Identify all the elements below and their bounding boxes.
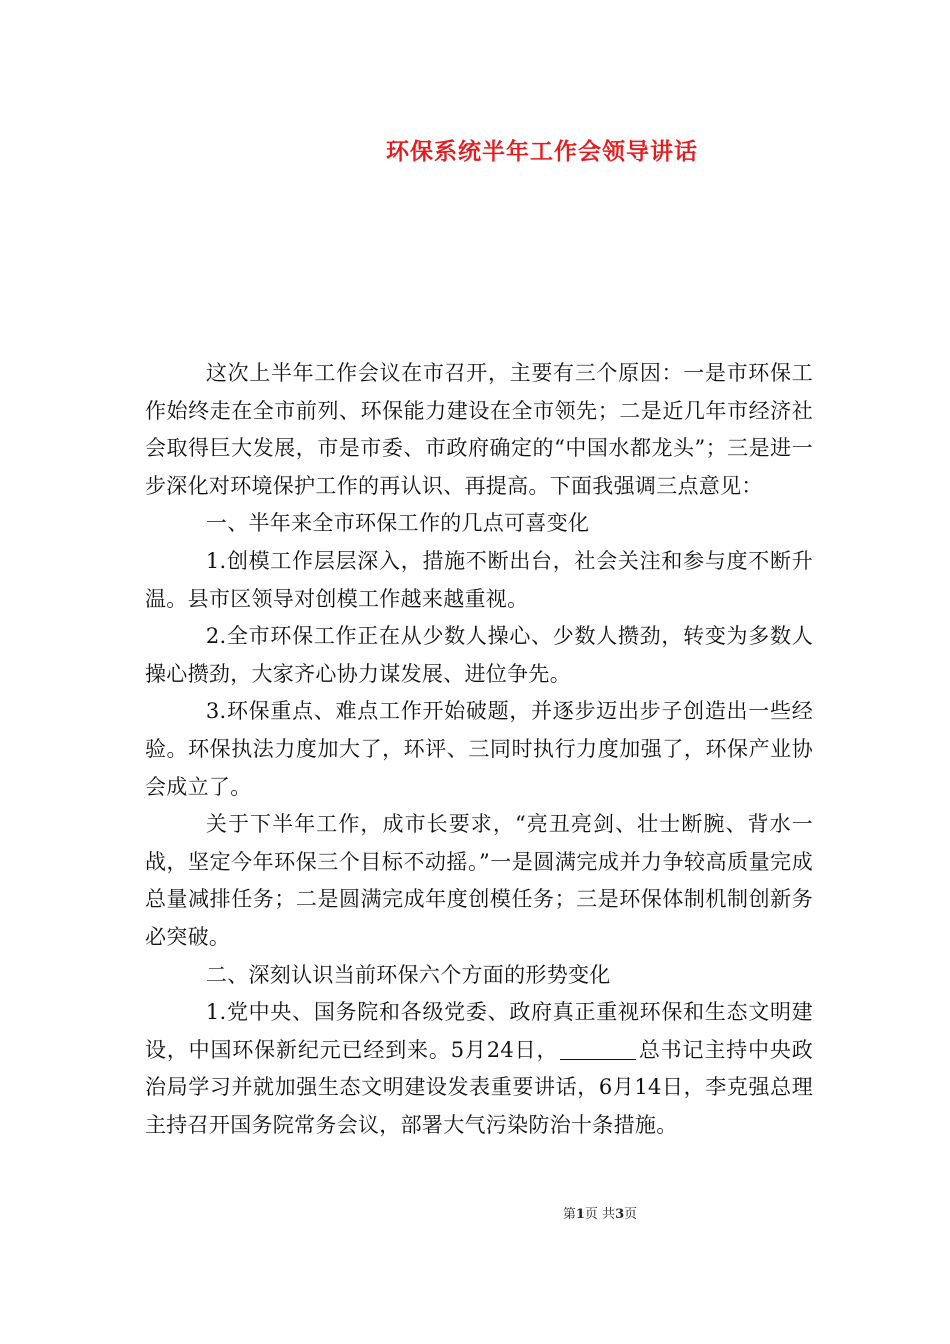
paragraph-item-1: 1.创模工作层层深入，措施不断出台，社会关注和参与度不断升温。县市区领导对创模工作越来越重视。	[145, 548, 813, 611]
paragraph-item-2: 2.全市环保工作正在从少数人操心、少数人攒劲，转变为多数人操心攒劲，大家齐心协力谋发展、进位争先。	[145, 624, 813, 686]
paragraph-item-3: 3.环保重点、难点工作开始破题，并逐步迈出步子创造出一些经验。环保执法力度加大了，环评、三同时执行力度加强了，环保产业协会成立了。	[145, 699, 813, 799]
redacted-name-blank	[560, 1038, 636, 1060]
paragraph-text-before-blank: 1.党中央、国务院和各级党委、政府真正重视环保和生态文明建设，中国环保新纪元已经到来。5月24日，	[145, 1000, 813, 1062]
footer-suffix: 页	[624, 1207, 638, 1222]
section-heading-2: 二、深刻认识当前环保六个方面的形势变化	[205, 962, 611, 987]
paragraph-section2-item-1	[145, 994, 813, 1144]
paragraph-second-half: 关于下半年工作，成市长要求，“亮丑亮剑、壮士断腕、背水一战，坚定今年环保三个目标不动摇。”一是圆满完成并力争较高质量完成总量减排任务；二是圆满完成年度创模任务；三是环保体制机制创新务必突破。	[145, 812, 813, 949]
document-body	[145, 355, 813, 1144]
section-heading-1: 一、半年来全市环保工作的几点可喜变化	[205, 511, 590, 536]
document-title: 环保系统半年工作会领导讲话	[386, 138, 698, 165]
footer-total-pages: 3	[615, 1207, 625, 1222]
footer-page-number: 1	[575, 1207, 585, 1222]
footer-middle: 页 共	[584, 1207, 616, 1222]
footer-prefix: 第	[562, 1207, 576, 1222]
paragraph-text-after-blank: 总书记主持中央政治局学习并就加强生态文明建设发表重要讲话，6月14日，李克强总理主持召开国务院常务会议，部署大气污染防治十条措施。	[145, 1037, 813, 1137]
paragraph-intro: 这次上半年工作会议在市召开，主要有三个原因：一是市环保工作始终走在全市前列、环保能力建设在全市领先；二是近几年市经济社会取得巨大发展，市是市委、市政府确定的“中国水都龙头”；三是进一步深化对环境保护工作的再认识、再提高。下面我强调三点意见：	[145, 361, 813, 498]
page-footer	[0, 1205, 950, 1225]
